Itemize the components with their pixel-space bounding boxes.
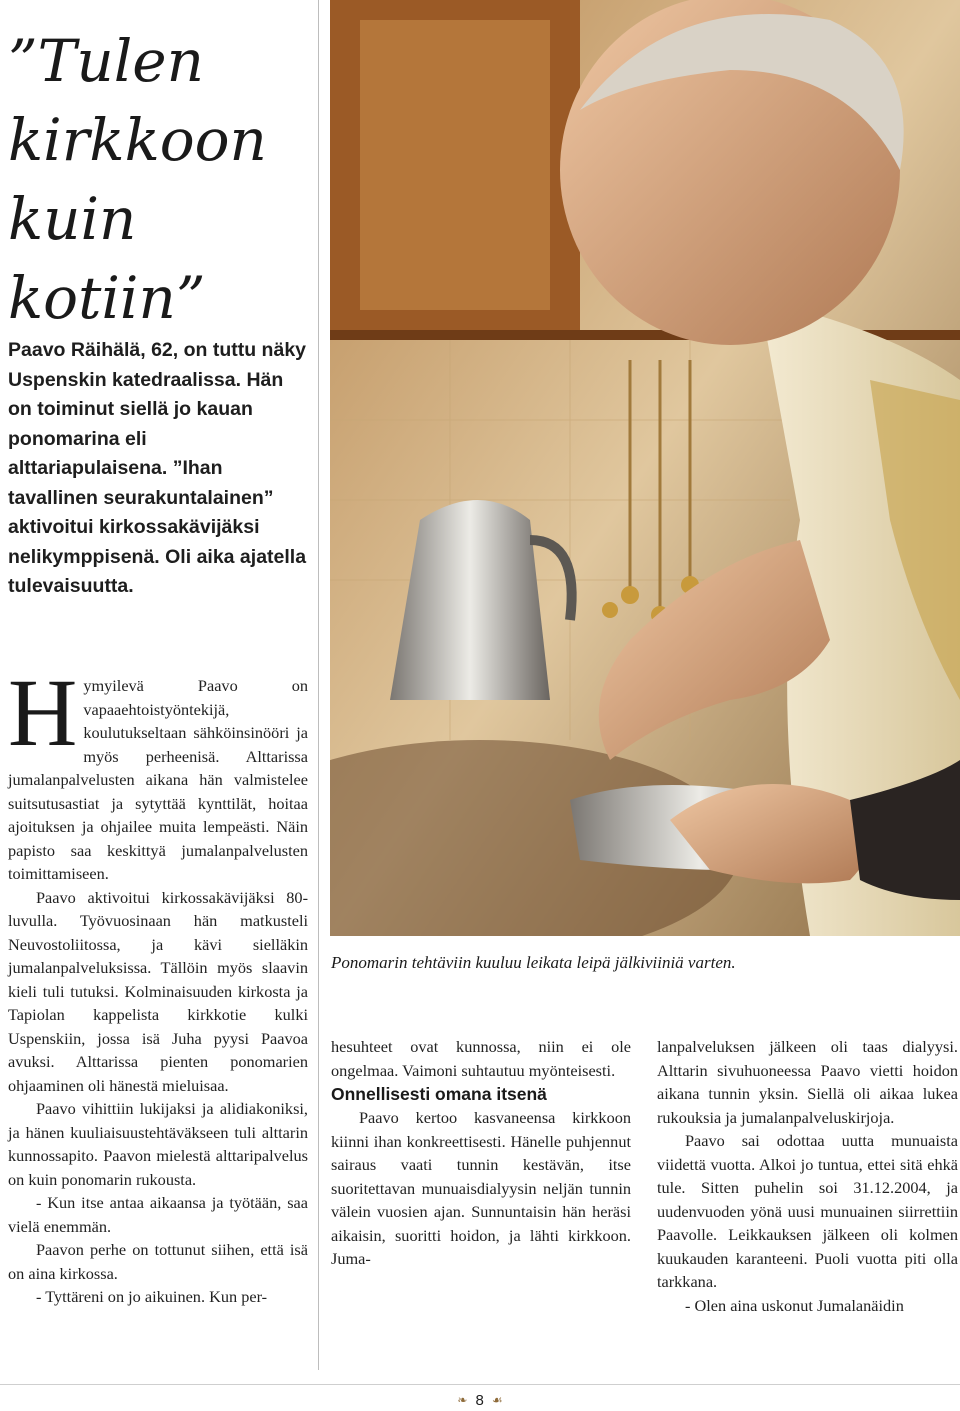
body-column-2 — [331, 1035, 631, 1271]
first-paragraph — [8, 659, 308, 886]
photo-illustration — [330, 0, 960, 936]
body-paragraph: Paavo sai odottaa uutta munuaista viidettä vuotta. Alkoi jo tuntua, ettei sitä ehkä tule. Sitten puhelin soi 31.12.2004, ja uudenvuoden yönä uusi munuainen siirrettiin Paavolle. Leikkauksen jälkeen oli kolmen kuukauden karanteeni. Puoli vuotta piti olla tarkkana. — [657, 1131, 958, 1291]
quote-line: - Olen aina uskonut Jumalanäidin — [685, 1295, 904, 1315]
body-paragraph: Paavon perhe on tottunut siihen, että isä on aina kirkossa. — [8, 1240, 308, 1283]
flourish-ornament-icon: ☙ — [491, 1393, 503, 1407]
photo-caption: Ponomarin tehtäviin kuuluu leikata leipä jälkiviiniä varten. — [331, 953, 736, 972]
section-subheading: Onnellisesti omana itsenä — [331, 1084, 547, 1104]
flourish-ornament-icon: ❧ — [457, 1393, 468, 1407]
article-lede: Paavo Räihälä, 62, on tuttu näky Uspenskin katedraalissa. Hän on toiminut siellä jo kauan ponomarina eli alttariapulaisena. ”Ihan tavallinen seurakuntalainen” aktivoitui kirkossakävijäksi nelikymppisenä. Oli aika ajatella tulevaisuutta. — [8, 339, 307, 597]
page-number: 8 — [475, 1391, 484, 1409]
article-title: ”Tulen kirkkoon kuin kotiin” — [8, 27, 267, 332]
continued-paragraph: lanpalveluksen jälkeen oli taas dialyysi. Alttarin sivuhuoneessa Paavo vietti hoidon aikana tunnin yksin. Siellä oli aikaa lukea rukouksia ja jumalanpalveluskirjoja. — [657, 1037, 958, 1127]
first-paragraph-text: ymyilevä Paavo on vapaaehtoistyöntekijä, koulutukseltaan sähköinsinööri ja myös perheenisä. Alttarissa jumalanpalvelusten aikana hän valmistelee suitsutusastiat ja sytyttää kynttilät, hoitaa ajoituksen ja ohjailee muita lempeästi. Näin papisto saa keskittyä jumalanpalvelusten toimittamiseen. — [8, 676, 308, 883]
body-column-1 — [8, 659, 308, 1309]
body-paragraph: Paavo kertoo kasvaneensa kirkkoon kiinni ihan konkreettisesti. Hänelle puhjennut sairaus vaati tunnin kestävän, itse suoritettavan munuaisdialyysin neljän tunnin välein vuosien ajan. Sunnuntaisin hän heräsi aikaisin, suoritti hoidon, ja lähti kirkkoon. Juma- — [331, 1108, 631, 1268]
article-photo — [330, 0, 960, 936]
quote-line: - Kun itse antaa aikaansa ja työtään, saa vielä enemmän. — [8, 1193, 308, 1236]
body-column-3 — [657, 1035, 958, 1317]
continued-paragraph: hesuhteet ovat kunnossa, niin ei ole ongelmaa. Vaimoni suhtautuu myönteisesti. — [331, 1037, 631, 1080]
body-paragraph: Paavo aktivoitui kirkossakävijäksi 80-luvulla. Työvuosinaan hän matkusteli Neuvostoliitossa, ja kävi sielläkin jumalanpalveluksissa. Tällöin myös slaavin kieli tuli tutuksi. Kolminaisuuden kirkosta ja Tapiolan kappelista kirkkotie kulki Uspenskiin, jossa isä Juha pyysi Paavoa avuksi. Alttarissa pienten ponomarien ohjaaminen oli hänestä mieluisaa. — [8, 887, 308, 1095]
body-paragraph: Paavo vihittiin lukijaksi ja alidiakoniksi, ja hänen kuuliaisuustehtäväkseen tuli alttarin kunnossapito. Paavon mielestä alttaripalvelus on kuin ponomarin rukousta. — [8, 1099, 308, 1189]
quote-line: - Tyttäreni on jo aikuinen. Kun per- — [36, 1287, 268, 1306]
page-footer — [0, 1390, 960, 1410]
column-divider — [318, 0, 319, 1370]
drop-cap: H — [8, 659, 78, 766]
footer-rule — [0, 1384, 960, 1385]
